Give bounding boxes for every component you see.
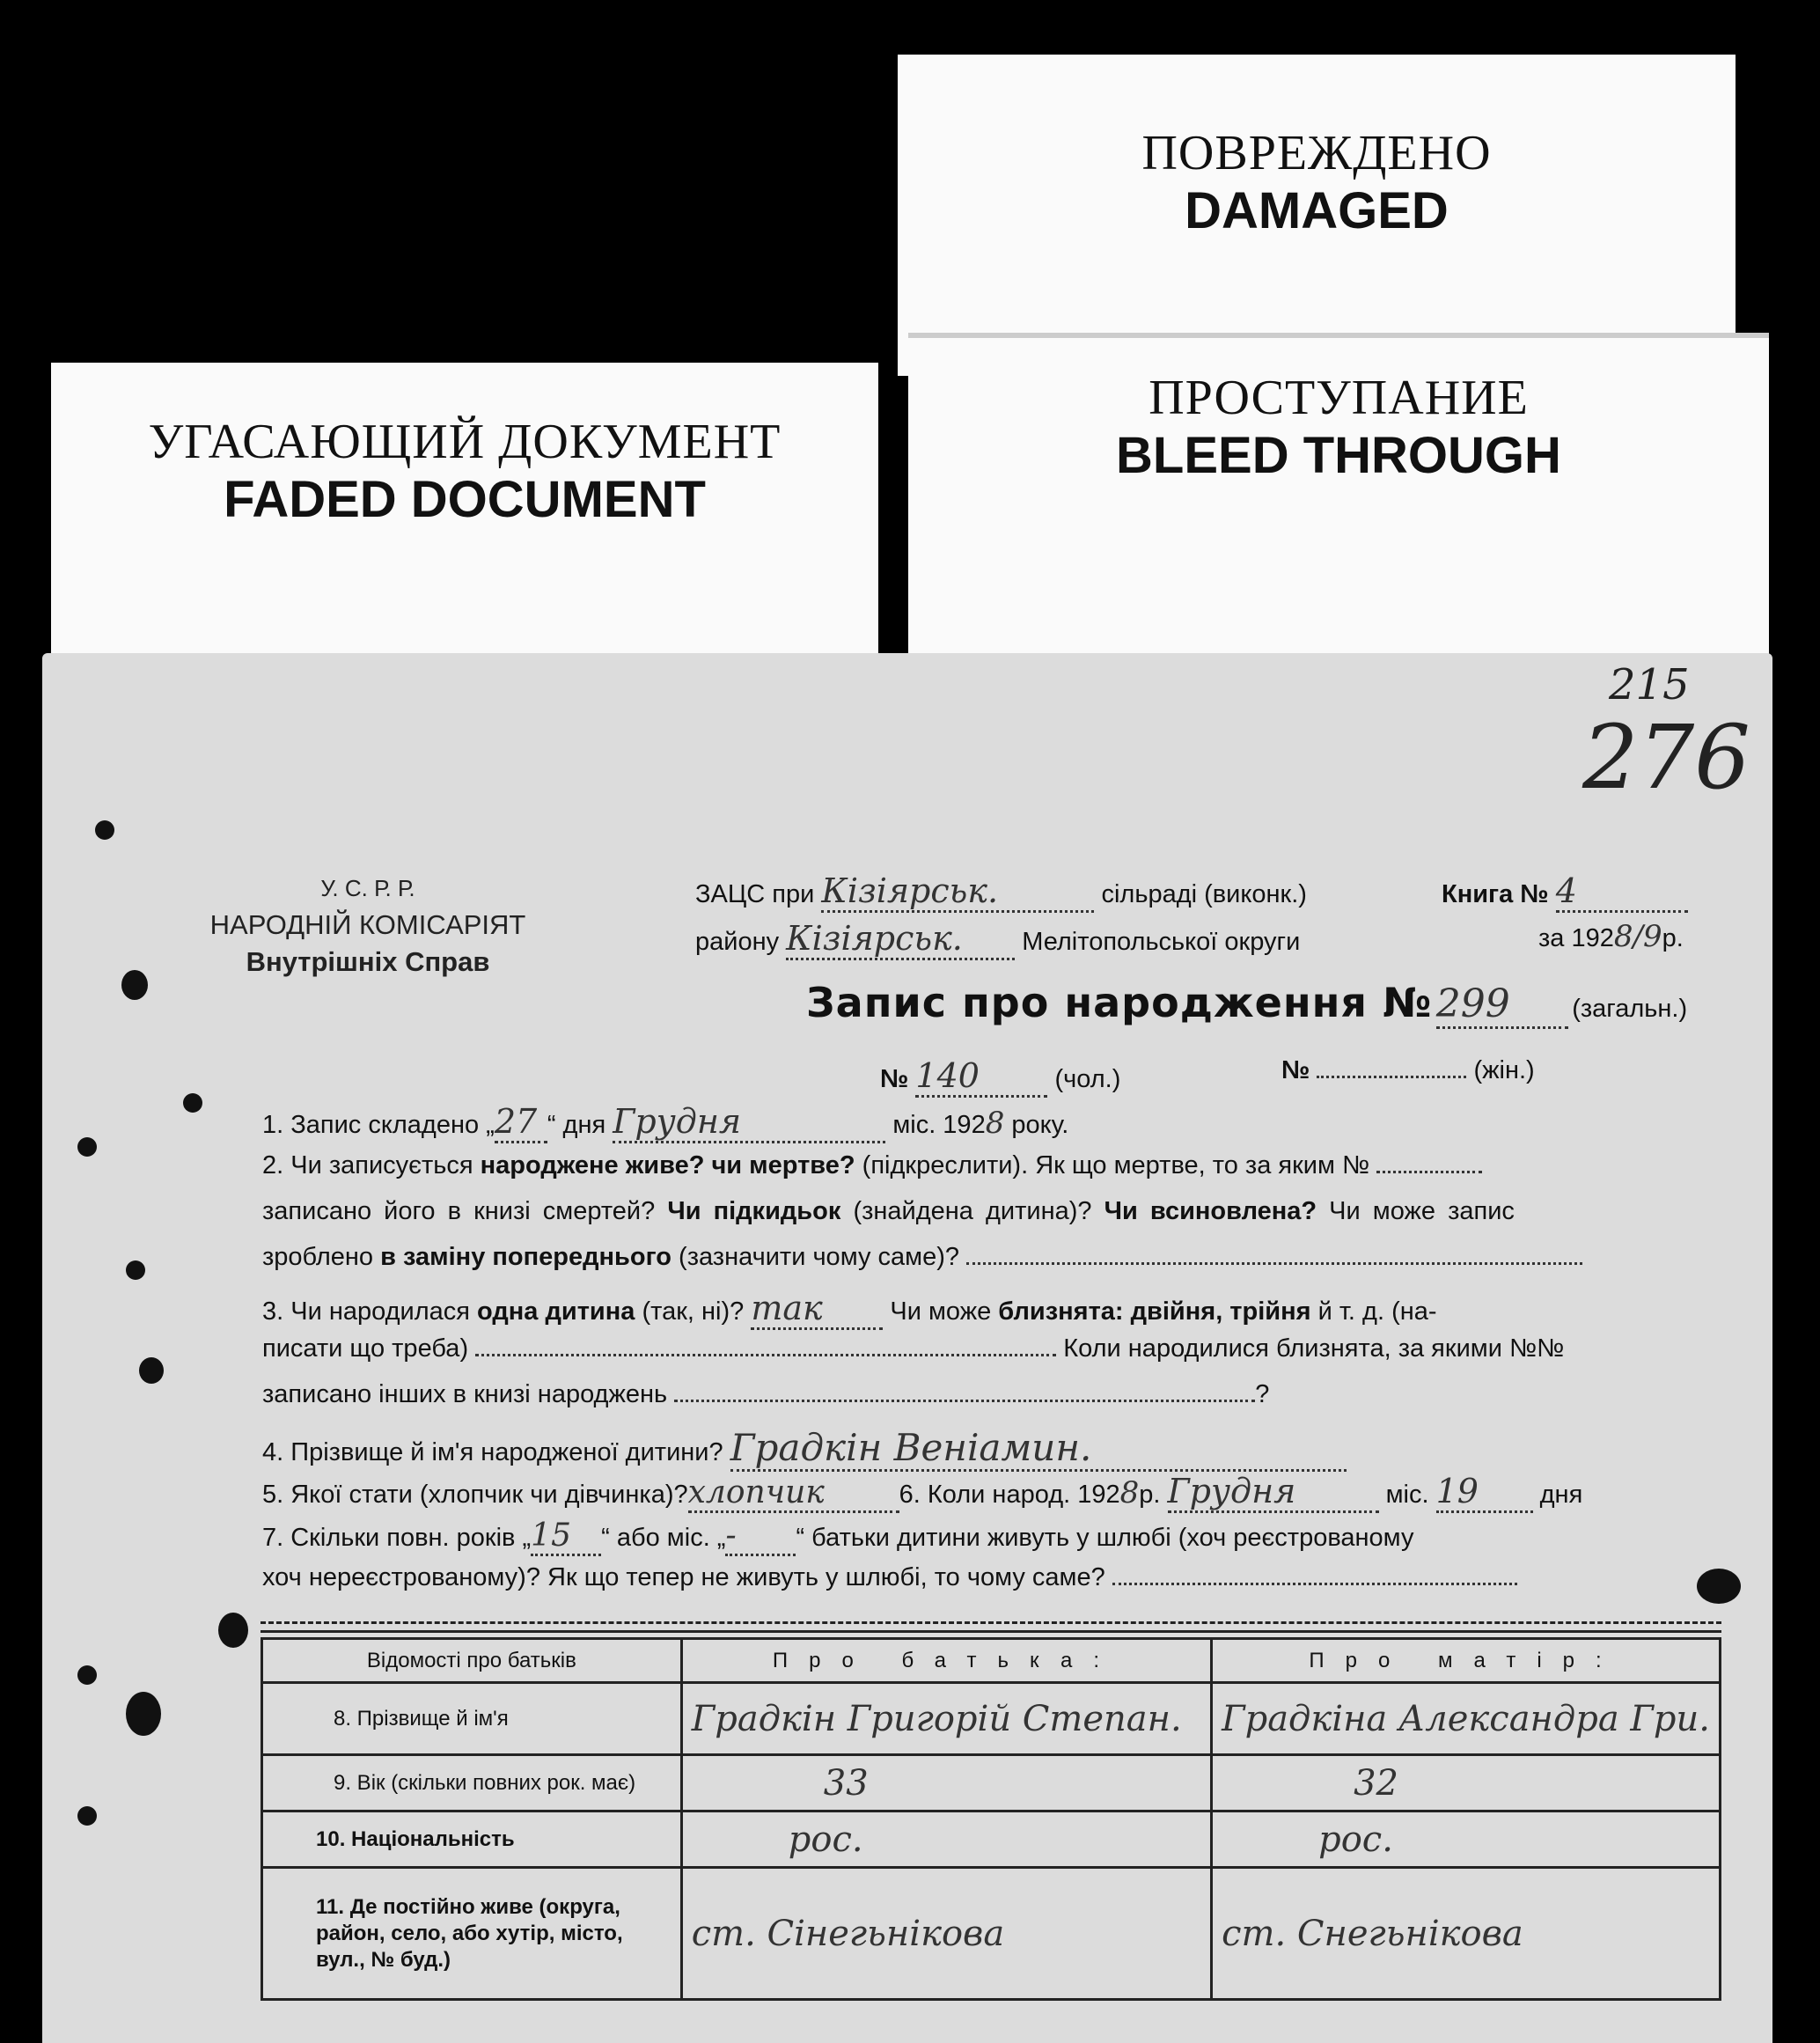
item2-bold: Чи всиновлена?: [1104, 1197, 1317, 1225]
female-number: [1317, 1076, 1466, 1078]
item2-text: записано його в книзі смертей?: [262, 1197, 656, 1225]
male-no-label: №: [880, 1065, 909, 1093]
department-label: Внутрішніх Справ: [246, 946, 490, 977]
year-prefix: за 192: [1538, 924, 1614, 952]
record-title: Запис про народження №: [806, 979, 1433, 1026]
commissariat-label: НАРОДНІЙ КОМІСАРІЯТ: [209, 909, 526, 940]
punch-hole: [77, 1137, 97, 1157]
item3-answer: так: [751, 1289, 883, 1330]
record-number: 299: [1436, 981, 1568, 1029]
item7-reason-field: [1112, 1583, 1517, 1585]
item3-text: записано інших в книзі народжень: [262, 1380, 668, 1408]
item1-day: 27: [495, 1102, 547, 1143]
table-header: Відомості про батьків: [262, 1639, 682, 1683]
item7-text: “ або міс. „: [601, 1524, 726, 1552]
punch-hole: [95, 820, 114, 840]
year-suffix: р.: [1662, 924, 1684, 952]
item2-death-number: [1376, 1171, 1482, 1173]
marriage-years: 15: [531, 1518, 601, 1556]
bleed-label-en: BLEED THROUGH: [1116, 427, 1561, 484]
mother-residence: ст. Снегьнікова: [1212, 1868, 1721, 2000]
item1-text-c: міс. 192: [892, 1111, 986, 1139]
book-label: Книга №: [1442, 880, 1549, 908]
birth-year: 8: [1119, 1475, 1140, 1510]
marriage-months: -: [725, 1518, 796, 1556]
birth-record-form: 215 276 У. С. Р. Р. НАРОДНІЙ КОМІСАРІЯТ Внутрішніх Справ ЗАЦС при Кізіярськ. сільраді (виконк.) Книга № 4 району Кізіярськ. Мелітопольської округи за 1928/9р. Запис про народження № 299 (загальн.) № 140 (чол.) № (жін.) 1. Запис складено „27 “ дня Грудня міс. 1928 року. 2. Чи записується народжене живе? чи мертве? (підкреслити). Як що мертве, то за яким № записано його в книзі смертей? Чи підкидьок (знайдена дитина)? Чи всиновлена? Чи може запис зроблено в заміну попереднього (зазначити чому саме)? 3. Чи народилася одна дитина (так, ні)? так Чи може близнята: двійня, трійня й т. д. (на- писати що треба) Коли народилися близнята, за якими №№ записано інших в книзі народжень ? 4. Прізвище й ім'я народженої дитини? Градкін Веніамин. 5. Якої стати (хлопчик чи дівчинка)?хлопчик 6. Коли народ. 1928р. Грудня міс. 19 дня 7. Скільки повн. років „15 “ або міс. „- “ батьки дитини живуть у шлюбі (хоч реєстрованому хоч нереєстрованому)? Як що тепер не живуть у шлюбі, то чому саме? Відомості про батьків Про батька: Про матір: 8. Прізвище й ім'я Градкін Григорій Степан. Градкіна Александра Гри. 9. Вік (скільки повних рок. має) 33 32 10. Національність рос. рос. 11. Де постійно живе (округа, район, село, або хутір, місто, вул., № буд.) ст. Сінегьнікова ст. Снегьнікова: [42, 653, 1772, 2043]
item1-text-d: року.: [1011, 1111, 1069, 1139]
table-row: [262, 1755, 1721, 1812]
item2-bold: народжене живе? чи мертве?: [480, 1151, 855, 1180]
punch-hole: [121, 970, 148, 1000]
female-label: (жін.): [1473, 1056, 1535, 1084]
year-value: 8/9: [1613, 919, 1662, 954]
damaged-card: [898, 55, 1736, 376]
bleed-label-ru: ПРОСТУПАНИЕ: [1149, 371, 1529, 425]
row-label: 9. Вік (скільки повних рок. має): [262, 1755, 682, 1812]
father-residence: ст. Сінегьнікова: [681, 1868, 1211, 2000]
punch-hole: [77, 1665, 97, 1685]
item3-text: писати що треба): [262, 1334, 469, 1363]
item3-twins-field: [475, 1354, 1056, 1356]
item1-text-b: “ дня: [547, 1111, 606, 1139]
faded-label-en: FADED DOCUMENT: [224, 471, 706, 528]
father-nationality: рос.: [681, 1812, 1211, 1868]
child-name: Градкін Веніамин.: [730, 1426, 1347, 1472]
male-number: 140: [915, 1056, 1047, 1098]
item2-text: (підкреслити). Як що мертве, то за яким №: [862, 1151, 1370, 1180]
item6-label: 6. Коли народ. 192: [899, 1481, 1120, 1509]
ink-stain: [1697, 1569, 1741, 1604]
item3-bold: близнята: двійня, трійня: [998, 1297, 1311, 1326]
page-number-top: 215: [1609, 660, 1690, 709]
zags-value: Кізіярськ.: [821, 871, 1094, 913]
item2-text: (зазначити чому саме)?: [679, 1243, 959, 1271]
bleed-through-card: [908, 333, 1769, 672]
punch-hole: [77, 1806, 97, 1826]
item4-label: 4. Прізвище й ім'я народженої дитини?: [262, 1438, 723, 1466]
item7-text: “ батьки дитини живуть у шлюбі (хоч реєстрованому: [796, 1524, 1414, 1552]
item1-text-a: 1. Запис складено „: [262, 1111, 495, 1139]
parents-table: [261, 1637, 1721, 2001]
damaged-label-ru: ПОВРЕЖДЕНО: [1141, 126, 1492, 180]
table-row: [262, 1683, 1721, 1755]
okrug-label: Мелітопольської округи: [1022, 928, 1301, 956]
item2-bold: в заміну попереднього: [380, 1243, 671, 1271]
faded-document-card: [51, 363, 878, 671]
row-label: 10. Національність: [262, 1812, 682, 1868]
item3-text: (так, ні)?: [642, 1297, 745, 1326]
item1-year: 8: [985, 1106, 1005, 1141]
item5-label: 5. Якої стати (хлопчик чи дівчинка)?: [262, 1481, 688, 1509]
birth-month: Грудня: [1168, 1472, 1379, 1513]
damaged-label-en: DAMAGED: [1185, 182, 1449, 239]
mother-age: 32: [1212, 1755, 1721, 1812]
item2-text: Чи може запис: [1329, 1197, 1515, 1225]
general-label: (загальн.): [1572, 995, 1688, 1023]
table-row: [262, 1812, 1721, 1868]
row-label: 11. Де постійно живе (округа, район, село, або хутір, місто, вул., № буд.): [262, 1868, 682, 2000]
mother-nationality: рос.: [1212, 1812, 1721, 1868]
birth-day: 19: [1436, 1472, 1533, 1513]
father-name: Градкін Григорій Степан.: [681, 1683, 1211, 1755]
male-label: (чол.): [1054, 1065, 1121, 1093]
row-label: 8. Прізвище й ім'я: [262, 1683, 682, 1755]
punch-hole: [139, 1357, 164, 1384]
father-age: 33: [681, 1755, 1211, 1812]
item7-text: 7. Скільки повн. років „: [262, 1524, 532, 1552]
district-value: Кізіярськ.: [786, 919, 1015, 960]
item3-text: й т. д. (на-: [1317, 1297, 1437, 1326]
item3-bold: одна дитина: [477, 1297, 635, 1326]
punch-hole: [126, 1692, 161, 1736]
table-header: Про матір:: [1212, 1639, 1721, 1683]
divider: [261, 1621, 1721, 1624]
zags-suffix: сільраді (виконк.): [1101, 880, 1307, 908]
item7-text: хоч нереєстрованому)? Як що тепер не живуть у шлюбі, то чому саме?: [262, 1563, 1105, 1591]
district-prefix: району: [695, 928, 780, 956]
table-row: [262, 1868, 1721, 2000]
item1-month: Грудня: [613, 1102, 885, 1143]
item2-text: (знайдена дитина)?: [853, 1197, 1092, 1225]
faded-label-ru: УГАСАЮЩИЙ ДОКУМЕНТ: [148, 415, 782, 469]
item3-text: 3. Чи народилася: [262, 1297, 470, 1326]
table-header-row: [262, 1639, 1721, 1683]
item3-text: Коли народилися близнята, за якими №№: [1063, 1334, 1565, 1363]
item6-text: міс.: [1385, 1481, 1429, 1509]
child-sex: хлопчик: [688, 1474, 899, 1513]
item6-text: дня: [1539, 1481, 1583, 1509]
ussr-label: У. С. Р. Р.: [320, 875, 415, 901]
item2-text: зроблено: [262, 1243, 374, 1271]
page-number-main: 276: [1582, 706, 1750, 809]
item3-text: Чи може: [890, 1297, 992, 1326]
punch-hole: [126, 1260, 145, 1280]
divider: [261, 1630, 1721, 1633]
item2-reason-field: [966, 1262, 1582, 1265]
punch-hole: [183, 1093, 202, 1113]
item2-text: 2. Чи записується: [262, 1151, 473, 1180]
table-header: Про батька:: [681, 1639, 1211, 1683]
item6-text: р.: [1139, 1481, 1161, 1509]
female-no-label: №: [1281, 1056, 1310, 1084]
mother-name: Градкіна Александра Гри.: [1212, 1683, 1721, 1755]
item3-other-numbers-field: [674, 1400, 1255, 1402]
book-value: 4: [1556, 871, 1688, 913]
punch-hole: [218, 1613, 248, 1648]
zags-prefix: ЗАЦС при: [695, 880, 815, 908]
item2-bold: Чи підкидьок: [667, 1197, 841, 1225]
